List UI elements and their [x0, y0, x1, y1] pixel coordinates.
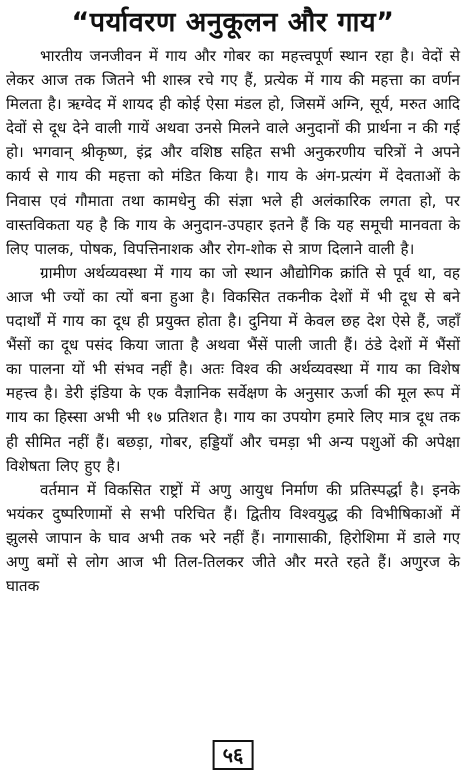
page-title: “पर्यावरण अनुकूलन और गाय”: [71, 7, 395, 38]
paragraph-2: ग्रामीण अर्थव्यवस्था में गाय का जो स्थान औद्योगिक क्रांति से पूर्व था, वह आज भी ज्यों का त्यों बना हुआ है। विकसित तकनीक देशों में भी दूध से बने पदार्थों में गाय का दूध ही प्रयुक्त होता है। दुनिया में केवल छह देश ऐसे हैं, जहाँ भैंसों का दूध पसंद किया जाता है अथवा भैंसें पाली जाती हैं। ठंडे देशों में भैंसों का पालना यों भी संभव नहीं है। अतः विश्व की अर्थव्यवस्था में गाय का विशेष महत्त्व है। डेरी इंडिया के एक वैज्ञानिक सर्वेक्षण के अनुसार ऊर्जा की मूल रूप में गाय का हिस्सा अभी भी १७ प्रतिशत है। गाय का उपयोग हमारे लिए मात्र दूध तक ही सीमित नहीं हैं। बछड़ा, गोबर, हड्डियाँ और चमड़ा भी अन्य पशुओं की अपेक्षा विशेषता लिए हुए है।: [6, 263, 460, 475]
page-number: ५६: [213, 740, 254, 770]
paragraph-1: भारतीय जनजीवन में गाय और गोबर का महत्त्वपूर्ण स्थान रहा है। वेदों से लेकर आज तक जितने भी शास्त्र रचे गए हैं, प्रत्येक में गाय की महत्ता का वर्णन मिलता है। ऋग्वेद में शायद ही कोई ऐसा मंडल हो, जिसमें अग्नि, सूर्य, मरुत आदि देवों से दूध देने वाली गायें अथवा उनसे मिलने वाले अनुदानों की प्रार्थना न की गई हो। भगवान् श्रीकृष्ण, इंद्र और वशिष्ठ सहित सभी अनुकरणीय चरित्रों ने अपने कार्य से गाय की महत्ता को मंडित किया है। गाय के अंग-प्रत्यंग में देवताओं के निवास एवं गौमाता तथा कामधेनु की संज्ञा भले ही अलंकारिक लगता हो, पर वास्तविकता यह है कि गाय के अनुदान-उपहार इतने हैं कि यह समूची मानवता के लिए पालक, पोषक, विपत्तिनाशक और रोग-शोक से त्राण दिलाने वाली है।: [6, 47, 460, 258]
paragraph-3: वर्तमान में विकसित राष्ट्रों में अणु आयुध निर्माण की प्रतिस्पर्द्धा है। इनके भयंकर दुष्परिणामों से सभी परिचित हैं। द्वितीय विश्वयुद्ध की विभीषिकाओं में झुलसे जापान के घाव अभी तक भरे नहीं हैं। नागासाकी, हिरोशिमा में डाले गए अणु बमों से लोग आज भी तिल-तिलकर जीते और मरते रहते हैं। अणुरज के घातक: [6, 480, 460, 596]
